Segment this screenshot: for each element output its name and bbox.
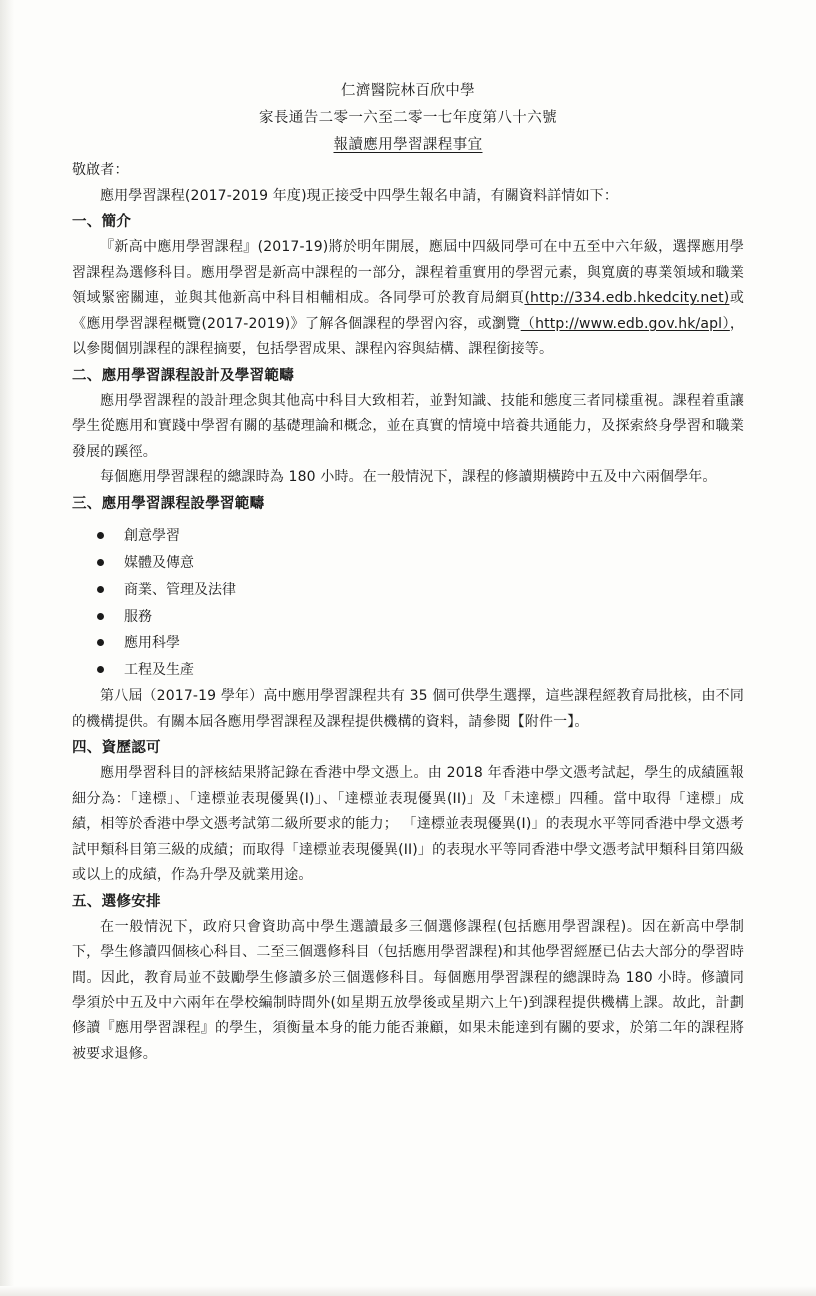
apl-course-link-1[interactable]: (http://334.edb.hkedcity.net) xyxy=(524,290,730,307)
document-content xyxy=(72,78,744,1067)
bullet-dot-icon xyxy=(97,639,104,646)
learning-areas-list xyxy=(72,523,744,684)
section-heading-4: 四、資歷認可 xyxy=(72,740,161,757)
list-item xyxy=(72,630,744,657)
section-heading-1: 一、簡介 xyxy=(72,214,132,231)
list-item xyxy=(72,550,744,577)
section-heading-5: 五、選修安排 xyxy=(72,893,161,910)
list-item xyxy=(72,657,744,684)
document-title: 報讀應用學習課程事宜 xyxy=(333,136,483,153)
school-name: 仁濟醫院林百欣中學 xyxy=(340,83,476,99)
bullet-dot-icon xyxy=(97,532,104,539)
list-item xyxy=(72,523,744,550)
document-header xyxy=(72,78,744,158)
bullet-dot-icon xyxy=(97,613,104,620)
section-3-paragraph: 第八屆（2017-19 學年）高中應用學習課程共有 35 個可供學生選擇，這些課程經教育局批核，由不同的機構提供。有關本屆各應用學習課程及課程提供機構的資料，請參閱【附件一】。 xyxy=(72,688,744,730)
section-1-paragraph xyxy=(72,235,744,362)
scan-edge-left xyxy=(0,0,14,1296)
section-heading-3: 三、應用學習課程設學習範疇 xyxy=(72,495,265,512)
list-item-label: 商業、管理及法律 xyxy=(124,581,236,598)
intro-paragraph: 應用學習課程(2017-2019 年度)現正接受中四學生報名申請，有關資料詳情如下： xyxy=(100,187,618,204)
section-2-paragraph-2: 每個應用學習課程的總課時為 180 小時。在一般情況下，課程的修讀期橫跨中五及中六兩個學年。 xyxy=(100,469,717,486)
list-item-label: 服務 xyxy=(124,608,152,625)
list-item-label: 創意學習 xyxy=(124,527,180,544)
section-1-text-c: ，以參閱個別課程的課程摘要，包括學習成果、課程內容與結構、課程銜接等。 xyxy=(72,315,744,358)
bullet-dot-icon xyxy=(97,666,104,673)
bullet-dot-icon xyxy=(97,559,104,566)
list-item-label: 媒體及傳意 xyxy=(124,554,194,571)
bullet-dot-icon xyxy=(97,586,104,593)
list-item xyxy=(72,577,744,604)
section-heading-2: 二、應用學習課程設計及學習範疇 xyxy=(72,367,294,384)
notice-number: 家長通告二零一六至二零一七年度第八十六號 xyxy=(259,109,557,126)
section-1-text-a: 『新高中應用學習課程』(2017-19)將於明年開展，應屆中四級同學可在中五至中六年級，選擇應用學習課程為選修科目。應用學習是新高中課程的一部分，課程着重實用的學習元素，與寬廣的專業領域和職業領域緊密關連，並與其他新高中科目相輔相成。各同學可於教育局網頁 xyxy=(72,239,744,307)
salutation: 敬啟者： xyxy=(72,162,129,179)
section-2-paragraph-1: 應用學習課程的設計理念與其他高中科目大致相若，並對知識、技能和態度三者同樣重視。課程着重讓學生從應用和實踐中學習有關的基礎理論和概念，並在真實的情境中培養共通能力，及探索終身學習和職業發展的蹊徑。 xyxy=(72,392,744,460)
list-item xyxy=(72,604,744,631)
list-item-label: 工程及生產 xyxy=(124,662,194,679)
section-5-paragraph: 在一般情況下，政府只會資助高中學生選讀最多三個選修課程(包括應用學習課程)。因在新高中學制下，學生修讀四個核心科目、二至三個選修科目（包括應用學習課程)和其他學習經歷已佔去大部分的學習時間。因此，教育局並不鼓勵學生修讀多於三個選修科目。每個應用學習課程的總課時為 180 小時。修讀同學須於中五及中六兩年在學校編制時間外(如星期五放學後或星期六上午)到課程提供機構上課。故此，計劃修讀『應用學習課程』的學生，須衡量本身的能力能否兼顧，如果未能達到有關的要求，於第二年的課程將被要求退修。 xyxy=(72,918,744,1062)
edb-apl-link-2[interactable]: （http://www.edb.gov.hk/apl） xyxy=(520,315,730,332)
section-4-paragraph: 應用學習科目的評核結果將記錄在香港中學文憑上。由 2018 年香港中學文憑考試起，學生的成績匯報細分為：「達標」、「達標並表現優異(I)」、「達標並表現優異(II)」及「未達標」四種。當中取得「達標」成績，相等於香港中學文憑考試第二級所要求的能力； 「達標並表現優異(I)」的表現水平等同香港中學文憑考試甲類科目第三級的成績；而取得「達標並表現優異(II)」的表現水平等同香港中學文憑考試甲類科目第四級或以上的成績，作為升學及就業用途。 xyxy=(72,765,744,884)
scan-edge-bottom xyxy=(0,1286,816,1296)
section-1-text-b: 或《應用學習課程概覽(2017-2019)》了解各個課程的學習內容，或瀏覽 xyxy=(72,290,744,332)
list-item-label: 應用科學 xyxy=(124,635,180,652)
